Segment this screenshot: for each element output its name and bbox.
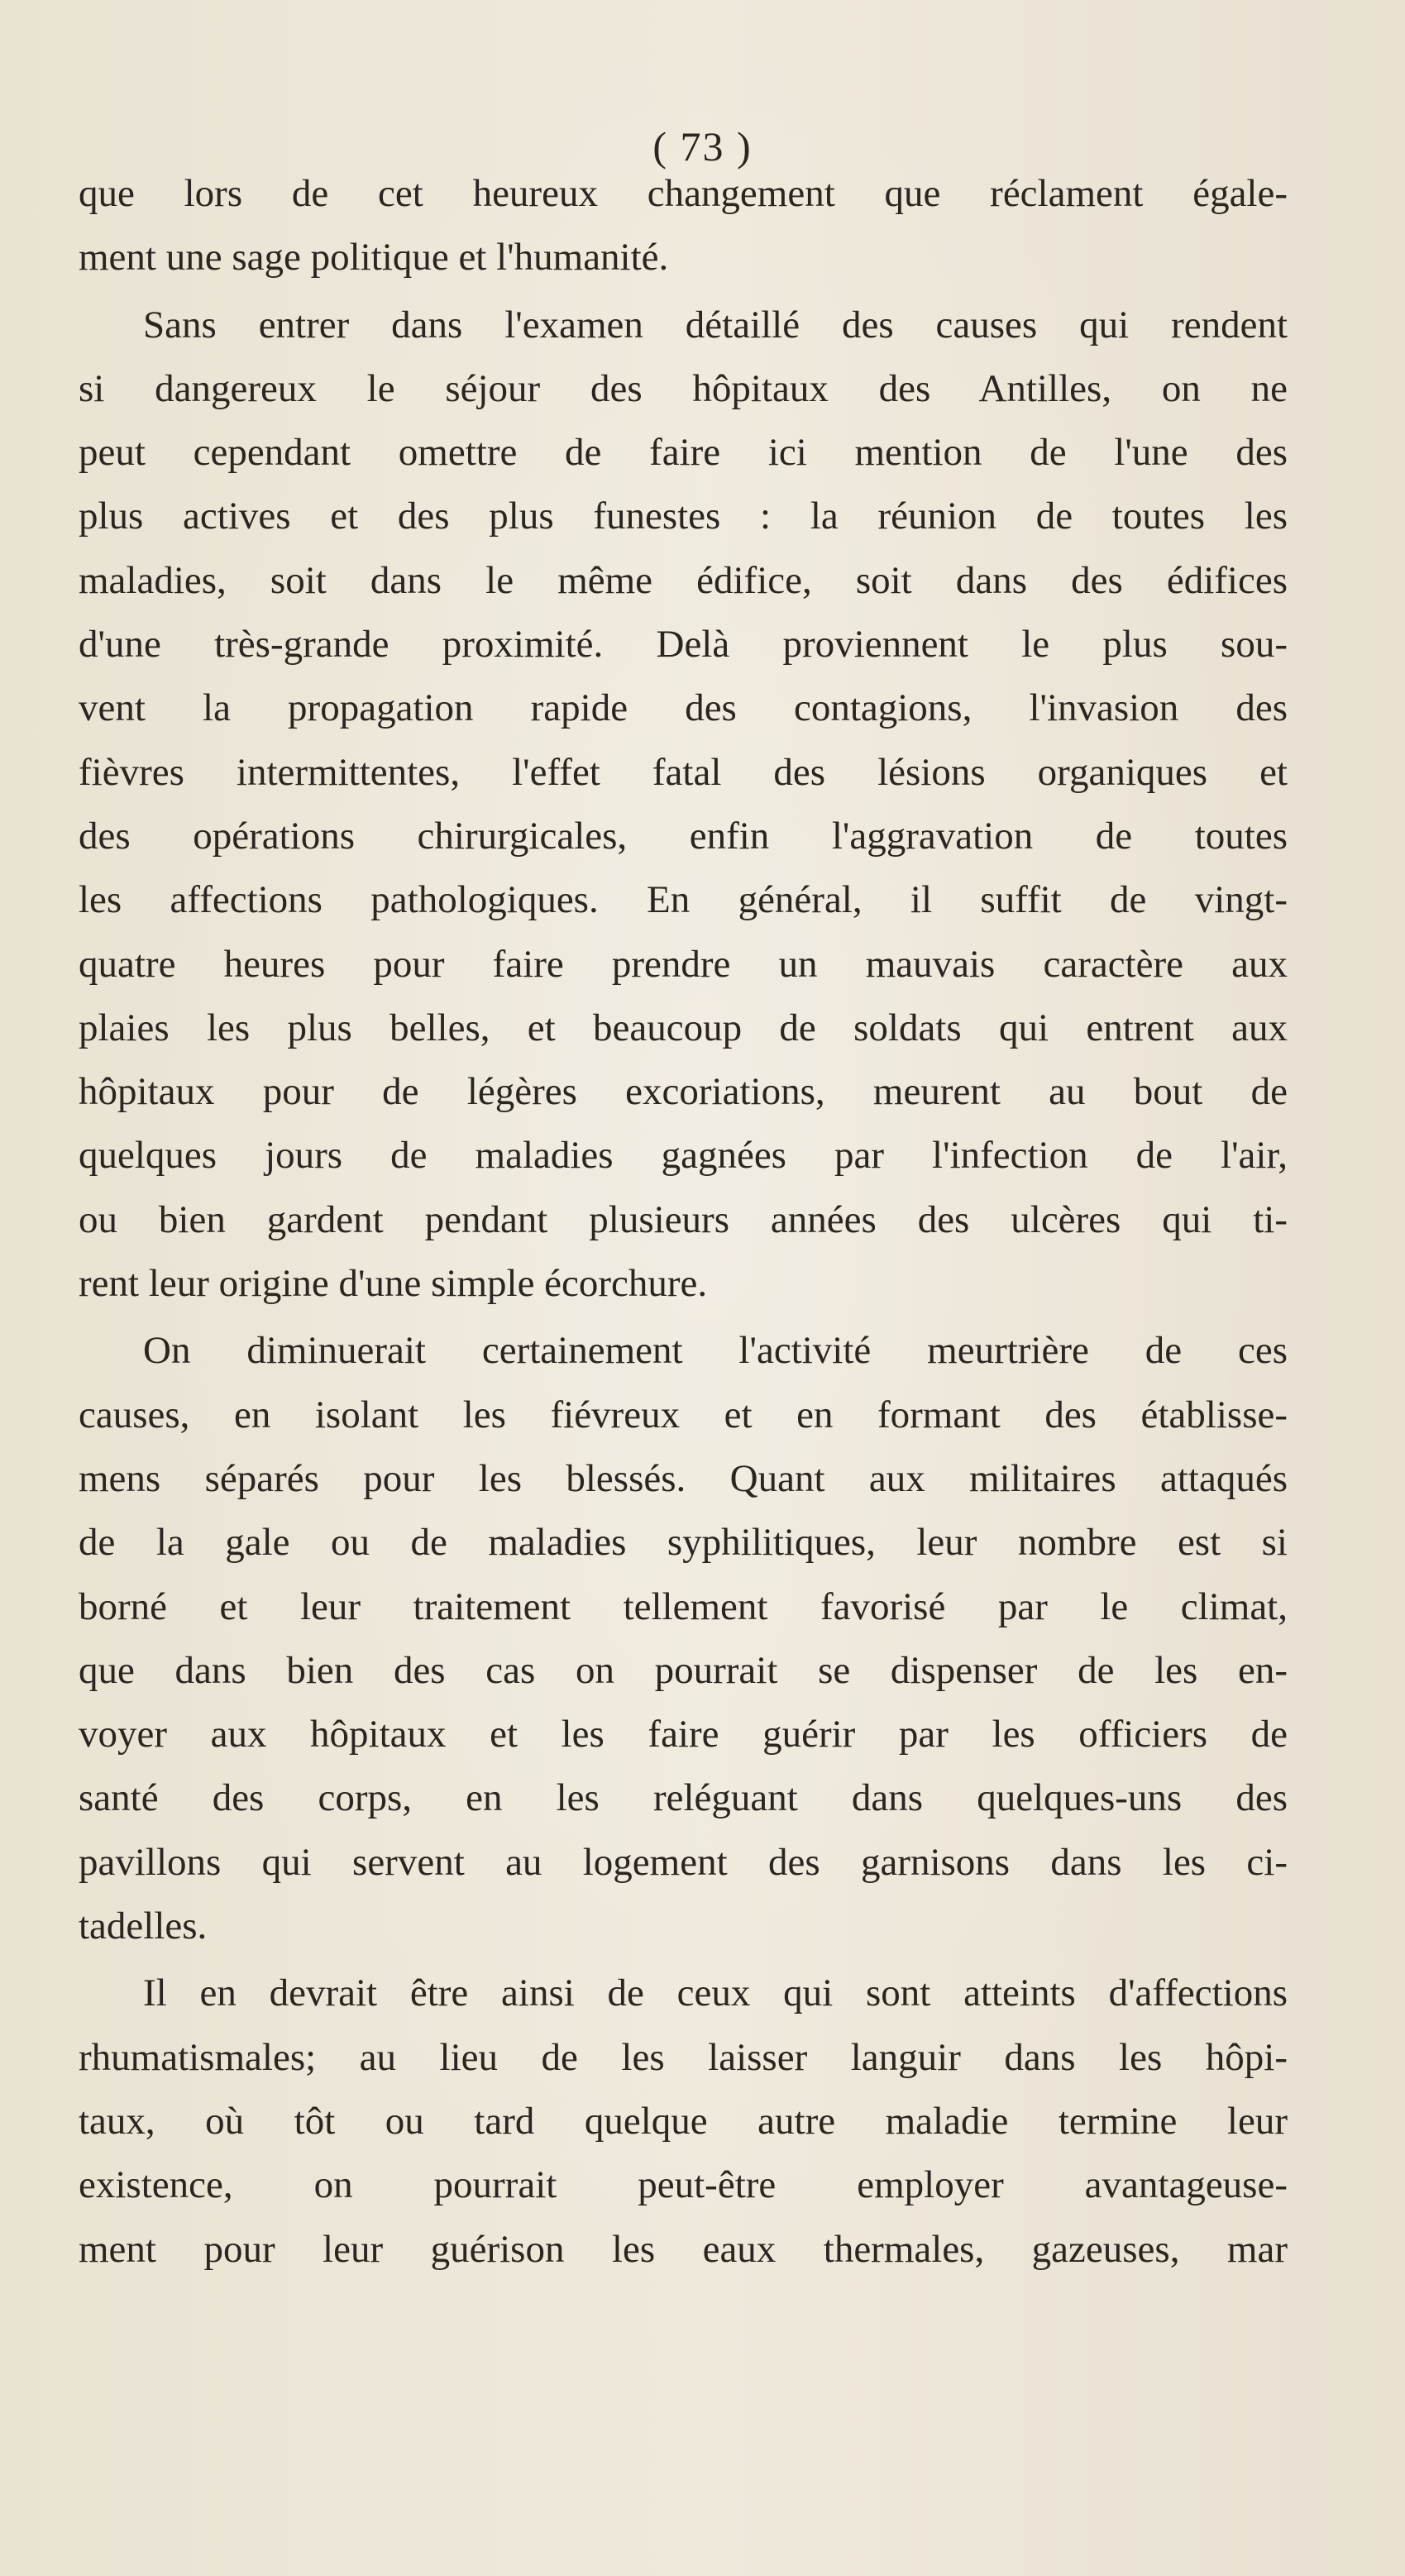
text-line: mens séparés pour les blessés. Quant aux militaires attaqués	[79, 1456, 1288, 1500]
text-line: que lors de cet heureux changement que réclament égale-	[79, 172, 1288, 215]
text-line: des opérations chirurgicales, enfin l'aggravation de toutes	[79, 814, 1288, 858]
text-line: On diminuerait certainement l'activité meurtrière de ces	[143, 1329, 1288, 1373]
text-line: causes, en isolant les fiévreux et en formant des établisse-	[79, 1393, 1288, 1436]
text-line: vent la propagation rapide des contagions, l'invasion des	[79, 686, 1288, 730]
page-number-header: ( 73 )	[652, 123, 753, 170]
text-line: ou bien gardent pendant plusieurs années des ulcères qui ti-	[79, 1197, 1288, 1241]
paragraph	[79, 162, 1288, 290]
paragraph	[79, 294, 1288, 1317]
text-line: quelques jours de maladies gagnées par l'infection de l'air,	[79, 1134, 1288, 1178]
body-text	[79, 162, 1288, 2282]
text-line: Il en devrait être ainsi de ceux qui sont atteints d'affections	[143, 1971, 1288, 2015]
paragraph	[79, 1319, 1288, 1958]
text-line: les affections pathologiques. En général, il suffit de vingt-	[79, 878, 1288, 922]
text-line: rhumatismales; au lieu de les laisser languir dans les hôpi-	[79, 2035, 1288, 2079]
text-line: quatre heures pour faire prendre un mauvais caractère aux	[79, 942, 1288, 986]
text-line: si dangereux le séjour des hôpitaux des Antilles, on ne	[79, 366, 1288, 410]
text-line: existence, on pourrait peut-être employer avantageuse-	[79, 2163, 1288, 2207]
text-line: tadelles.	[79, 1905, 208, 1948]
text-line: d'une très-grande proximité. Delà proviennent le plus sou-	[79, 623, 1288, 667]
text-line: santé des corps, en les reléguant dans quelques-uns des	[79, 1776, 1288, 1820]
paragraph	[79, 1962, 1288, 2281]
text-line: borné et leur traitement tellement favorisé par le climat,	[79, 1584, 1288, 1628]
text-line: voyer aux hôpitaux et les faire guérir par les officiers de	[79, 1713, 1288, 1756]
text-line: fièvres intermittentes, l'effet fatal des lésions organiques et	[79, 750, 1288, 794]
text-line: pavillons qui servent au logement des garnisons dans les ci-	[79, 1840, 1288, 1884]
text-line: hôpitaux pour de légères excoriations, meurent au bout de	[79, 1070, 1288, 1114]
text-line: peut cependant omettre de faire ici mention de l'une des	[79, 431, 1288, 475]
text-line: plaies les plus belles, et beaucoup de soldats qui entrent aux	[79, 1006, 1288, 1049]
text-line: plus actives et des plus funestes : la réunion de toutes les	[79, 495, 1288, 538]
text-line: de la gale ou de maladies syphilitiques, leur nombre est si	[79, 1521, 1288, 1565]
text-line: ment pour leur guérison les eaux thermales, gazeuses, mar	[79, 2227, 1288, 2271]
text-line: que dans bien des cas on pourrait se dispenser de les en-	[79, 1648, 1288, 1692]
text-line: rent leur origine d'une simple écorchure.	[79, 1262, 708, 1306]
text-line: maladies, soit dans le même édifice, soit dans des édifices	[79, 558, 1288, 602]
text-line: taux, où tôt ou tard quelque autre maladie termine leur	[79, 2099, 1288, 2143]
text-line: Sans entrer dans l'examen détaillé des causes qui rendent	[143, 303, 1288, 346]
text-line: ment une sage politique et l'humanité.	[79, 236, 669, 280]
